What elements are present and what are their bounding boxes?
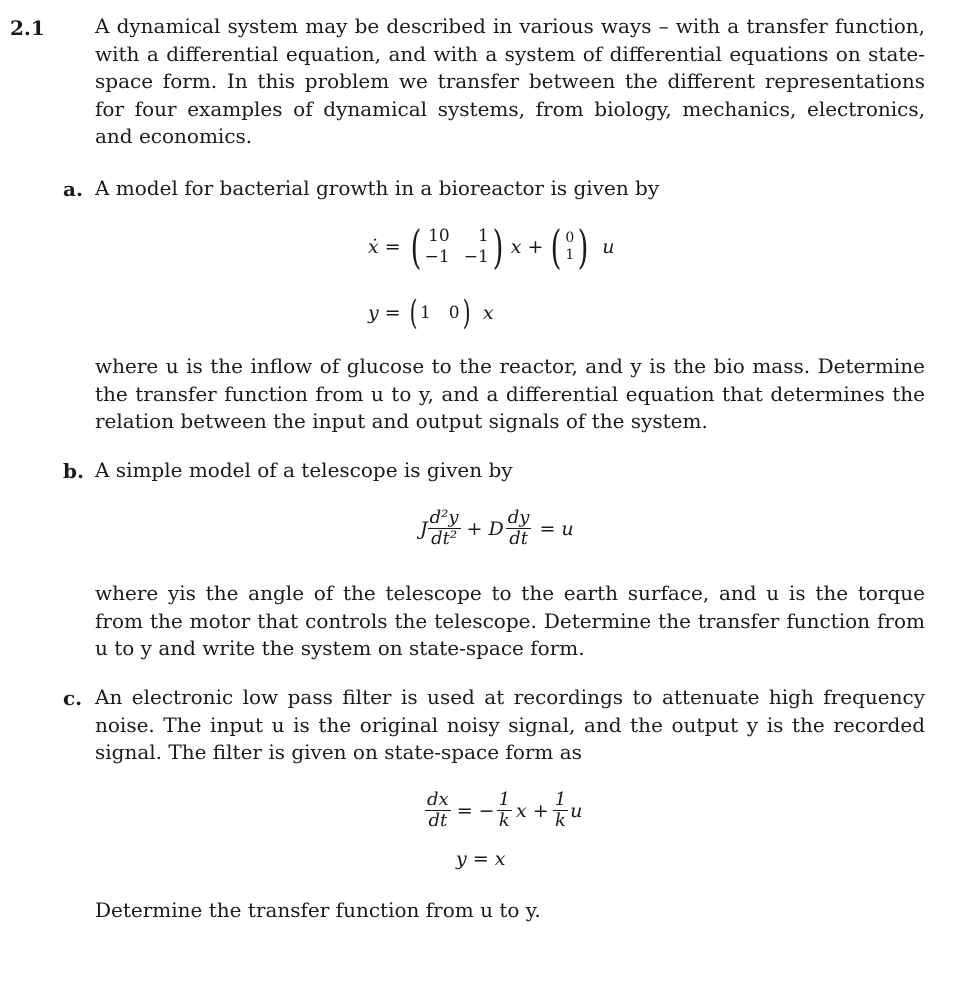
left-paren: (: [550, 220, 562, 274]
part-b-equation: [420, 508, 574, 549]
first-derivative-fraction: [506, 508, 532, 549]
matrix-c-cell: 0: [448, 302, 460, 323]
inertia-j: J: [420, 517, 428, 540]
one-over-k-fraction: [553, 790, 568, 831]
part-c-followup: Determine the transfer function from u to y.: [95, 898, 541, 922]
one-over-k-fraction: [497, 790, 512, 831]
part-a-state-equation: [368, 220, 615, 274]
input-u: u: [602, 236, 615, 258]
matrix-a-cell: −1: [463, 247, 489, 267]
fraction-numerator: d²y: [429, 507, 459, 528]
y-lhs: y =: [368, 302, 401, 324]
fraction-numerator: 1: [554, 789, 567, 810]
part-c-output-equation: y = x: [456, 848, 506, 870]
right-paren: ): [577, 220, 589, 274]
xdot-lhs: ẋ =: [368, 236, 401, 258]
matrix-a-cell: 10: [428, 226, 450, 246]
matrix-c: [420, 303, 460, 324]
part-a-followup: where u is the inflow of glucose to the reactor, and y is the bio mass. Determine the transfer function from u to y, and a differential equation that determines the relation between the input and output signals of the system.: [95, 354, 925, 433]
part-b-label: b.: [63, 459, 84, 483]
fraction-numerator: dy: [507, 507, 530, 528]
dxdt-fraction: [425, 790, 451, 831]
matrix-a-cell: 1: [477, 226, 489, 246]
input-u: u: [570, 799, 583, 822]
part-a-label: a.: [63, 177, 83, 201]
x-plus: x +: [516, 799, 549, 822]
part-a-lead: A model for bacterial growth in a bioreactor is given by: [95, 176, 660, 200]
equals-minus: = −: [456, 799, 495, 822]
matrix-a: [425, 226, 489, 268]
x-plus: x +: [510, 236, 544, 258]
second-derivative-fraction: [428, 508, 461, 549]
fraction-denominator: dt²: [431, 528, 458, 549]
fraction-denominator: dt: [428, 810, 448, 831]
right-paren: ): [462, 293, 471, 333]
torque-rhs: = u: [539, 517, 574, 540]
state-x: x: [482, 302, 494, 324]
matrix-b-cell: 0: [565, 230, 575, 246]
plus-d: + D: [466, 517, 504, 540]
left-paren: (: [410, 220, 422, 274]
matrix-b-cell: 1: [565, 247, 575, 263]
fraction-denominator: k: [498, 810, 510, 831]
matrix-b: [565, 230, 574, 264]
problem-number: 2.1: [10, 16, 45, 40]
fraction-denominator: k: [554, 810, 566, 831]
part-c-lead: An electronic low pass filter is used at recordings to attenuate high frequency noise. The input u is the original noisy signal, and the output y is the recorded signal. The filter is given on state-space form as: [95, 685, 925, 764]
part-b-lead: A simple model of a telescope is given by: [95, 458, 513, 482]
part-c-label: c.: [63, 686, 83, 710]
fraction-numerator: 1: [498, 789, 511, 810]
matrix-c-cell: 1: [419, 302, 431, 323]
part-a-output-equation: [368, 290, 494, 336]
right-paren: ): [492, 220, 504, 274]
problem-intro: A dynamical system may be described in various ways – with a transfer function, with a differential equation, and with a system of differential equations on state-space form. In this problem we transfer between the different representations for four examples of dynamical systems, from biology, mechanics, electronics, and economics.: [95, 14, 925, 148]
part-b-followup: where yis the angle of the telescope to the earth surface, and u is the torque from the motor that controls the telescope. Determine the transfer function from u to y and write the system on state-space form.: [95, 581, 925, 660]
fraction-numerator: dx: [427, 789, 449, 810]
left-paren: (: [409, 293, 418, 333]
matrix-a-cell: −1: [424, 247, 450, 267]
fraction-denominator: dt: [509, 528, 528, 549]
part-c-state-equation: [425, 790, 582, 831]
